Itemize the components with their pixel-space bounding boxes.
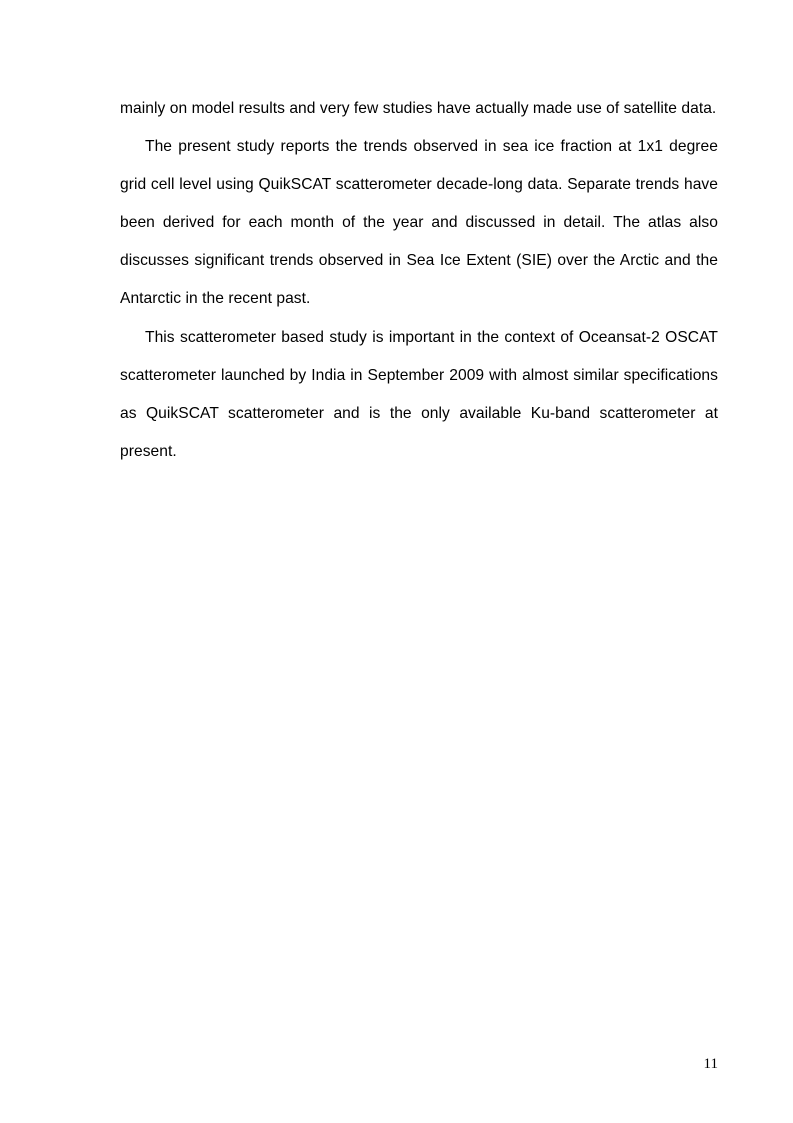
page-number: 11 [703, 1056, 718, 1072]
paragraph-present-study: The present study reports the trends observed in sea ice fraction at 1x1 degree grid cell level using QuikSCAT scatterometer decade-long data. Separate trends have been derived for each month of the year and discussed in detail. The atlas also discusses significant trends observed in Sea Ice Extent (SIE) over the Arctic and the Antarctic in the recent past. [120, 138, 718, 308]
paragraph-continuation: mainly on model results and very few studies have actually made use of satellite data. [120, 100, 717, 117]
body-text [120, 90, 718, 471]
paragraph-scatterometer-context: This scatterometer based study is important in the context of Oceansat-2 OSCAT scatterometer launched by India in September 2009 with almost similar specifications as QuikSCAT scatterometer and is the only available Ku-band scatterometer at present. [120, 328, 718, 460]
